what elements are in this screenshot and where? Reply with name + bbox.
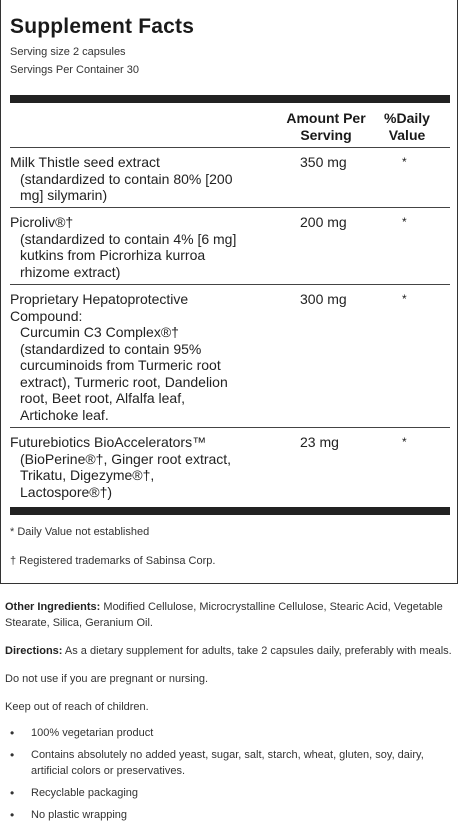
daily-value-header: %Daily Value bbox=[384, 110, 430, 143]
ingredient-daily-value: * bbox=[402, 215, 407, 229]
panel-title: Supplement Facts bbox=[10, 15, 195, 38]
list-item: • Contains absolutely no added yeast, sugar, salt, starch, wheat, gluten, soy, dairy, artificial colors or preservatives. bbox=[5, 747, 455, 779]
list-item: • Recyclable packaging bbox=[5, 785, 455, 801]
ingredient-amount: 200 mg bbox=[300, 214, 347, 230]
directions-text: As a dietary supplement for adults, take 2 capsules daily, preferably with meals. bbox=[62, 645, 452, 657]
divider bbox=[10, 427, 450, 428]
amount-header: Amount Per Serving bbox=[286, 110, 366, 143]
directions-label: Directions: bbox=[5, 645, 63, 657]
list-item: • No plastic wrapping bbox=[5, 807, 455, 823]
ingredient-amount: 23 mg bbox=[300, 434, 339, 450]
thick-divider bbox=[10, 507, 450, 515]
ingredient-name: Milk Thistle seed extract (standardized to contain 80% [200 mg] silymarin) bbox=[10, 154, 233, 203]
divider bbox=[10, 207, 450, 208]
servings-per-container: Servings Per Container 30 bbox=[10, 64, 140, 76]
ingredient-daily-value: * bbox=[402, 292, 407, 306]
ingredient-amount: 300 mg bbox=[300, 291, 347, 307]
ingredient-amount: 350 mg bbox=[300, 154, 347, 170]
directions bbox=[5, 643, 455, 659]
other-ingredients-label: Other Ingredients: bbox=[5, 601, 101, 613]
feature-list bbox=[5, 725, 455, 829]
ingredient-name: Futurebiotics BioAccelerators™ (BioPerine®†, Ginger root extract, Trikatu, Digezyme®†, Lactospore®†) bbox=[10, 434, 232, 500]
pregnancy-warning: Do not use if you are pregnant or nursing. bbox=[5, 673, 209, 685]
children-warning: Keep out of reach of children. bbox=[5, 701, 149, 713]
footnote-trademarks: † Registered trademarks of Sabinsa Corp. bbox=[10, 555, 216, 567]
ingredient-name: Proprietary Hepatoprotective Compound: Curcumin C3 Complex®† (standardized to contain 95% curcuminoids from Turmeric root extract), Turmeric root, Dandelion root, Beet root, Alfalfa leaf, Artichoke leaf. bbox=[10, 291, 228, 423]
ingredient-daily-value: * bbox=[402, 435, 407, 449]
list-item: • 100% vegetarian product bbox=[5, 725, 455, 741]
serving-size: Serving size 2 capsules bbox=[10, 46, 126, 58]
ingredient-daily-value: * bbox=[402, 155, 407, 169]
ingredient-name: Picroliv®† (standardized to contain 4% [6 mg] kutkins from Picrorhiza kurroa rhizome extract) bbox=[10, 214, 237, 280]
divider bbox=[10, 147, 450, 148]
divider bbox=[10, 284, 450, 285]
thick-divider bbox=[10, 95, 450, 103]
other-ingredients bbox=[5, 599, 455, 631]
footnote-daily-value: * Daily Value not established bbox=[10, 526, 150, 538]
other-ingredients-text: Modified Cellulose, Microcrystalline Cellulose, Stearic Acid, Vegetable Stearate, Silica, Geranium Oil. bbox=[5, 601, 443, 629]
